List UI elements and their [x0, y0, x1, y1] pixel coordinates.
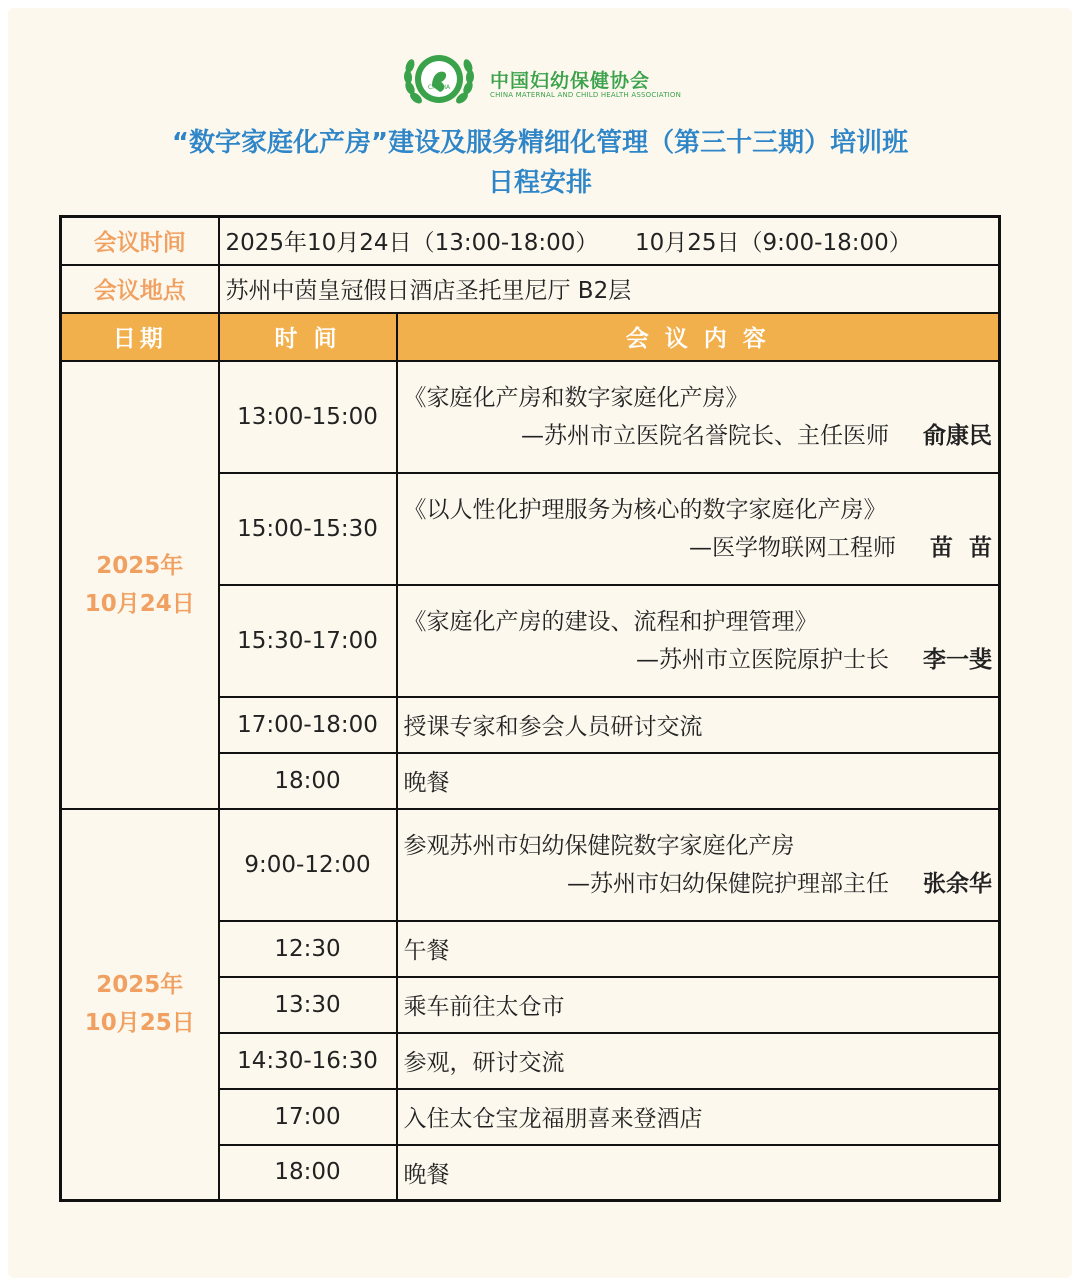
content-cell	[397, 473, 1000, 585]
speaker-line	[404, 417, 999, 455]
speaker-title: —苏州市妇幼保健院护理部主任	[567, 870, 889, 897]
speaker-line	[404, 529, 999, 567]
speaker-line	[404, 641, 999, 679]
time-cell: 17:00	[219, 1089, 397, 1145]
association-emblem-icon	[396, 46, 482, 116]
meeting-place-value: 苏州中茵皇冠假日酒店圣托里尼厅 B2层	[219, 265, 1000, 313]
meeting-place-label: 会议地点	[61, 265, 219, 313]
column-header-time: 时 间	[219, 313, 397, 361]
speaker-name: 张余华	[923, 870, 992, 897]
time-cell: 13:00-15:00	[219, 361, 397, 473]
speaker-title: —医学物联网工程师	[688, 534, 896, 561]
session-topic: 《家庭化产房和数字家庭化产房》	[403, 384, 749, 411]
speaker-title: —苏州市立医院名誉院长、主任医师	[521, 422, 889, 449]
content-cell: 晚餐	[397, 753, 1000, 809]
meeting-time-value: 2025年10月24日（13:00-18:00） 10月25日（9:00-18:00）	[219, 217, 1000, 265]
time-cell: 18:00	[219, 753, 397, 809]
association-logo	[396, 46, 682, 116]
date-day: 10月25日	[84, 1010, 195, 1037]
speaker-name: 俞康民	[923, 422, 992, 449]
time-cell: 13:30	[219, 977, 397, 1033]
content-cell: 午餐	[397, 921, 1000, 977]
time-cell: 14:30-16:30	[219, 1033, 397, 1089]
time-cell: 15:30-17:00	[219, 585, 397, 697]
svg-text:CMCHA: CMCHA	[427, 84, 451, 91]
time-cell: 9:00-12:00	[219, 809, 397, 921]
table-row	[61, 809, 1000, 921]
time-cell: 12:30	[219, 921, 397, 977]
meeting-time-label: 会议时间	[61, 217, 219, 265]
date-cell-day1	[61, 361, 219, 809]
content-cell	[397, 809, 1000, 921]
content-cell: 参观，研讨交流	[397, 1033, 1000, 1089]
session-topic: 《家庭化产房的建设、流程和护理管理》	[403, 608, 818, 635]
schedule-table	[59, 215, 1001, 1202]
page-subtitle: 日程安排	[487, 168, 592, 198]
content-cell: 晚餐	[397, 1145, 1000, 1201]
column-header-content: 会 议 内 容	[397, 313, 1000, 361]
content-cell: 入住太仓宝龙福朋喜来登酒店	[397, 1089, 1000, 1145]
date-year: 2025年	[96, 552, 184, 579]
session-topic: 《以人性化护理服务为核心的数字家庭化产房》	[403, 496, 887, 523]
content-cell: 授课专家和参会人员研讨交流	[397, 697, 1000, 753]
page-title: “数字家庭化产房”建设及服务精细化管理（第三十三期）培训班	[171, 128, 909, 158]
table-row	[61, 361, 1000, 473]
date-cell-day2	[61, 809, 219, 1201]
time-cell: 17:00-18:00	[219, 697, 397, 753]
date-year: 2025年	[96, 972, 184, 999]
content-cell	[397, 361, 1000, 473]
speaker-title: —苏州市立医院原护士长	[636, 646, 889, 673]
association-name-cn: 中国妇幼保健协会	[490, 70, 651, 92]
session-topic: 参观苏州市妇幼保健院数字家庭化产房	[403, 832, 795, 859]
speaker-name: 苗 苗	[929, 534, 992, 561]
association-name-en: CHINA MATERNAL AND CHILD HEALTH ASSOCIATION	[490, 91, 682, 99]
date-day: 10月24日	[84, 590, 195, 617]
meeting-place-row	[61, 265, 1000, 313]
meeting-time-row	[61, 217, 1000, 265]
content-cell: 乘车前往太仓市	[397, 977, 1000, 1033]
column-header-date: 日期	[61, 313, 219, 361]
content-cell	[397, 585, 1000, 697]
speaker-name: 李一斐	[923, 646, 992, 673]
speaker-line	[404, 865, 999, 903]
column-header-row	[61, 313, 1000, 361]
time-cell: 15:00-15:30	[219, 473, 397, 585]
time-cell: 18:00	[219, 1145, 397, 1201]
